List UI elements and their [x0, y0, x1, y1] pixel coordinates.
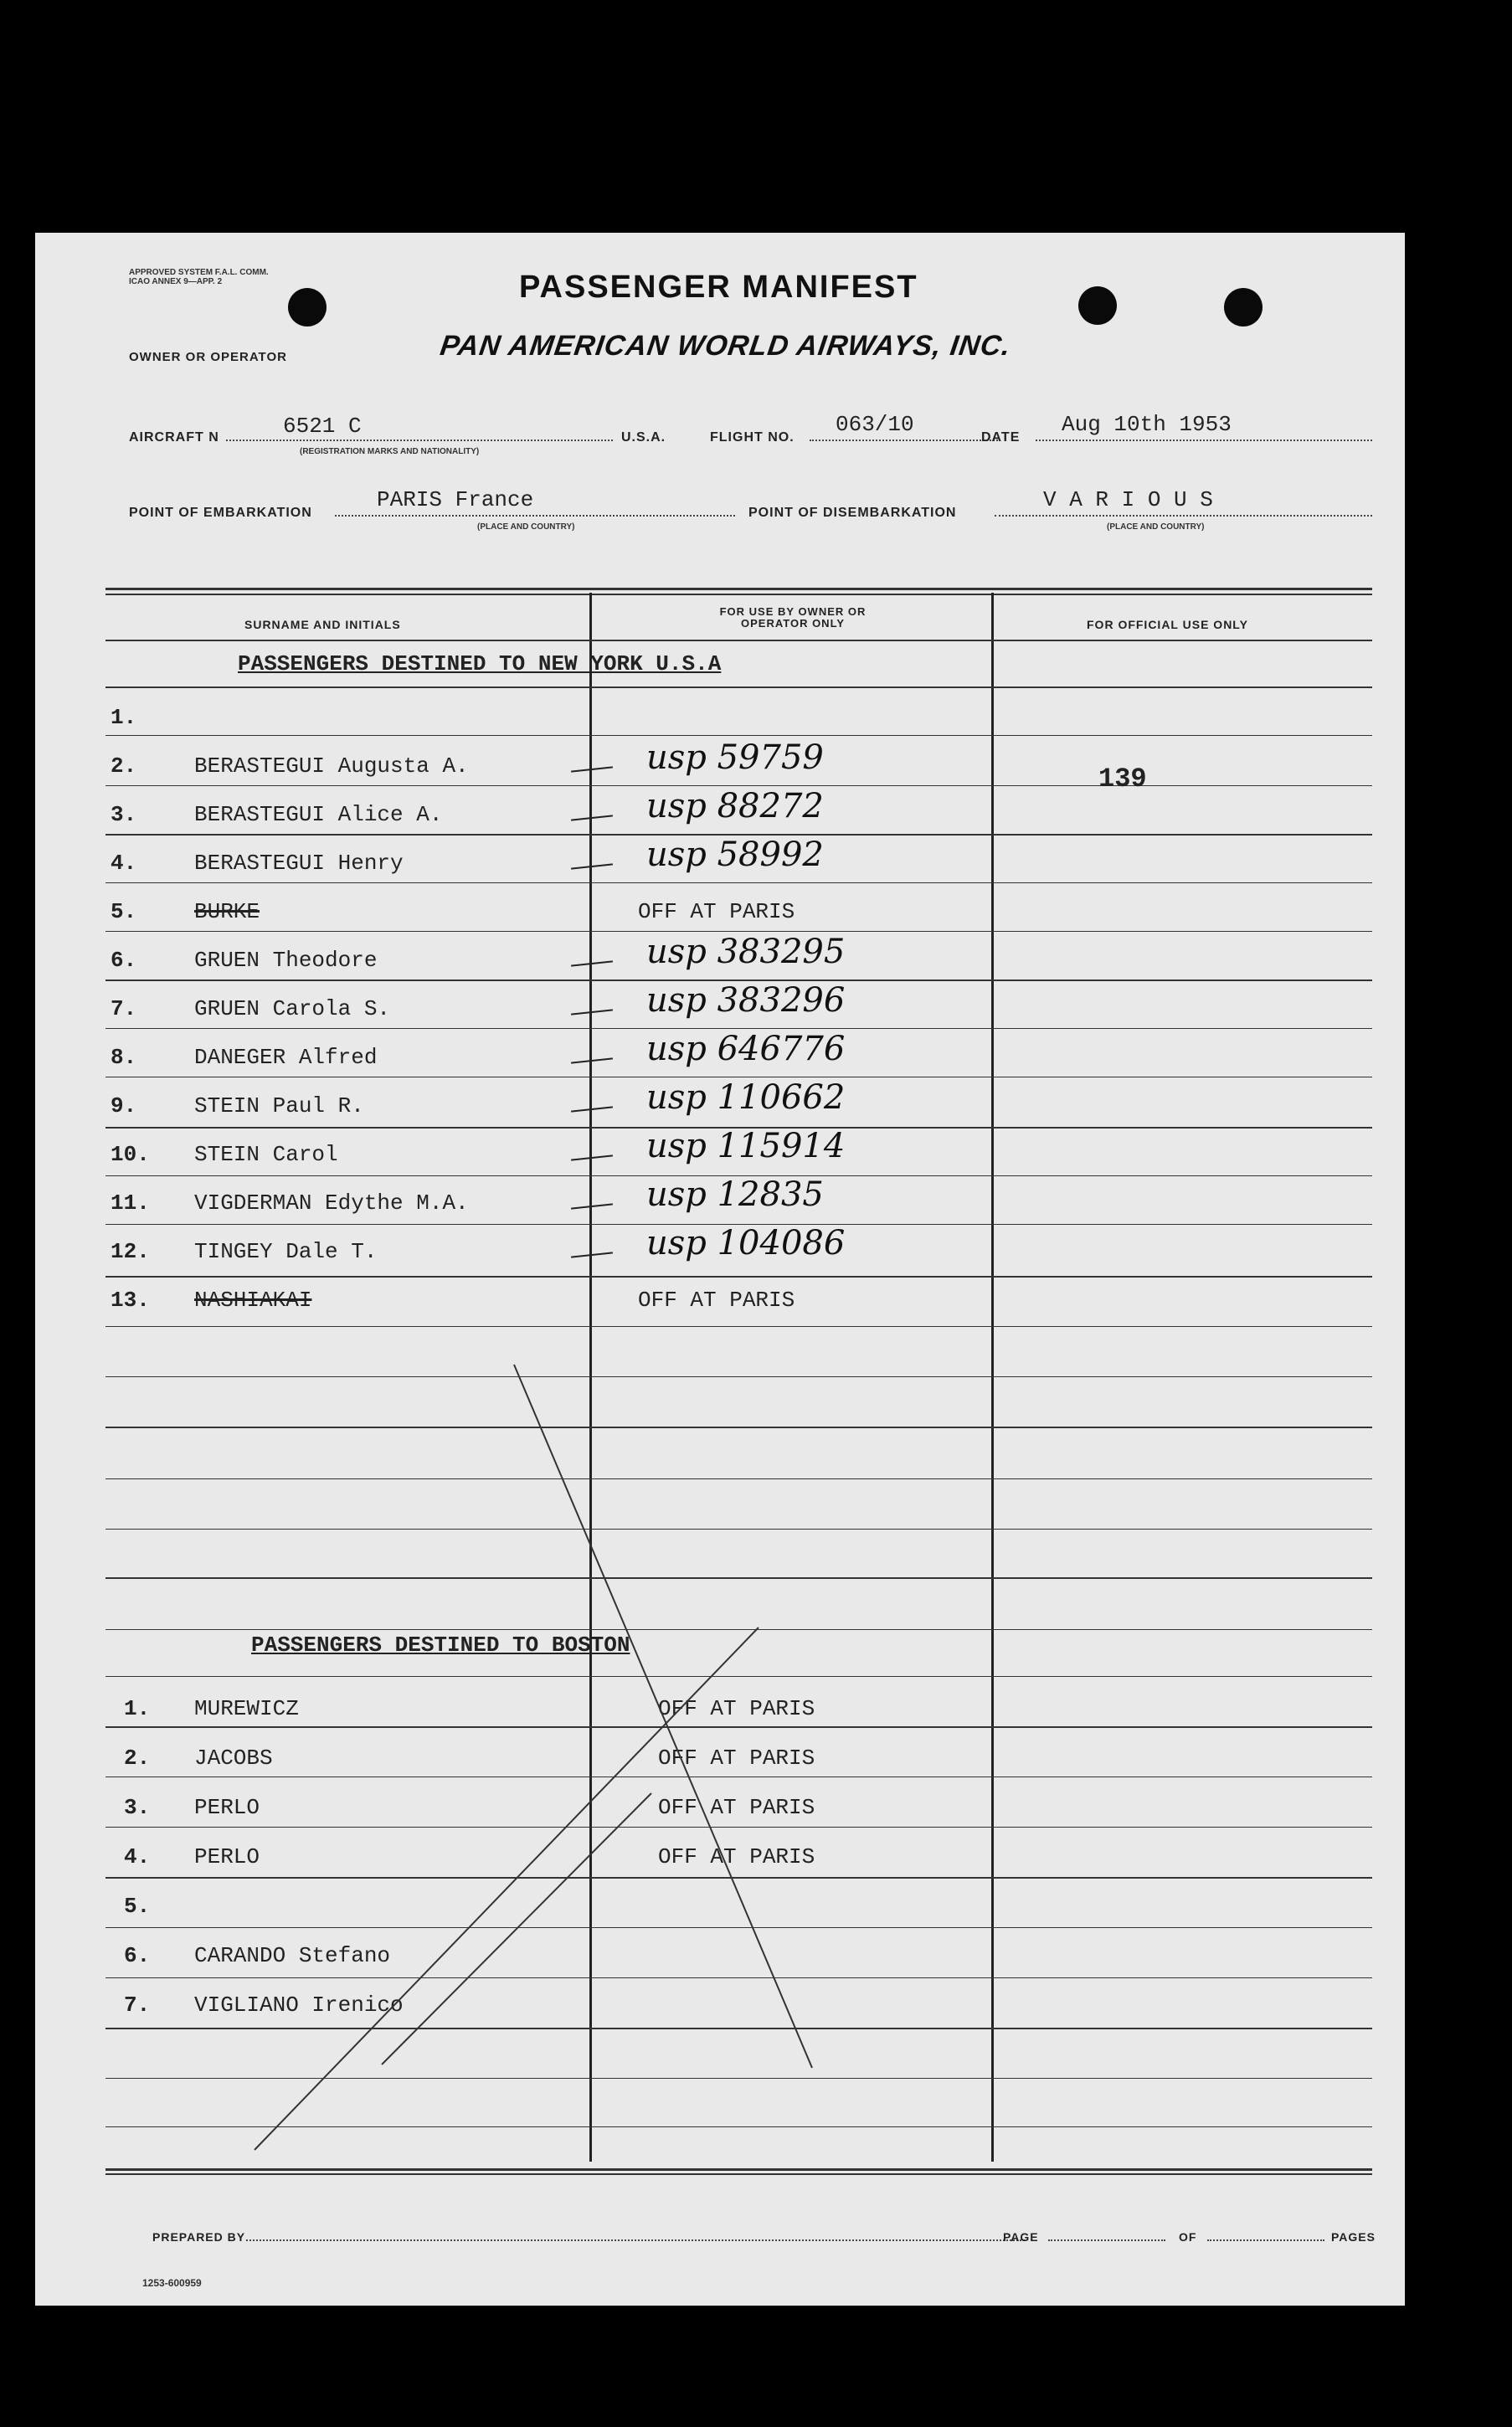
row-number: 12. [111, 1239, 150, 1264]
operator-note: OFF AT PARIS [658, 1696, 815, 1721]
row-number: 10. [111, 1142, 150, 1167]
operator-note: OFF AT PARIS [658, 1795, 815, 1820]
handwritten-passport-note: usp 115914 [646, 1127, 846, 1165]
flight-label: FLIGHT NO. [710, 430, 795, 445]
handwritten-passport-note: usp 646776 [646, 1030, 846, 1068]
row-number: 4. [111, 851, 137, 876]
approval-stamp: APPROVED SYSTEM F.A.L. COMM. ICAO ANNEX 9—APP. 2 [129, 268, 269, 286]
row-number: 5. [111, 899, 137, 924]
col-owner-header: FOR USE BY OWNER OR OPERATOR ONLY [719, 605, 867, 630]
place-caption: (PLACE AND COUNTRY) [1107, 522, 1205, 532]
of-label: OF [1179, 2230, 1197, 2244]
row-number: 8. [111, 1045, 137, 1070]
row-number: 6. [124, 1943, 151, 1968]
operator-note: OFF AT PARIS [658, 1746, 815, 1771]
passenger-name: BERASTEGUI Henry [194, 851, 404, 876]
date-value: Aug 10th 1953 [1062, 412, 1232, 437]
usa-label: U.S.A. [621, 430, 666, 445]
col-official-header: FOR OFFICIAL USE ONLY [1087, 618, 1248, 631]
passenger-name: BERASTEGUI Alice A. [194, 802, 443, 827]
passenger-name: VIGLIANO Irenico [194, 1993, 404, 2018]
row-number: 2. [111, 753, 137, 779]
handwritten-passport-note: usp 59759 [646, 738, 824, 777]
passenger-name: MUREWICZ [194, 1696, 299, 1721]
handwritten-passport-note: usp 383295 [646, 933, 846, 971]
handwritten-passport-note: usp 104086 [646, 1224, 846, 1262]
operator-note: OFF AT PARIS [658, 1844, 815, 1869]
passenger-name: JACOBS [194, 1746, 273, 1771]
page-label: PAGE [1003, 2230, 1039, 2244]
passenger-name: DANEGER Alfred [194, 1045, 378, 1070]
disembark-label: POINT OF DISEMBARKATION [748, 506, 957, 520]
prepared-label: PREPARED BY [152, 2230, 246, 2244]
row-number: 5. [124, 1894, 151, 1919]
row-number: 2. [124, 1746, 151, 1771]
pages-label: PAGES [1331, 2230, 1376, 2244]
col-surname-header: SURNAME AND INITIALS [244, 618, 401, 631]
handwritten-passport-note: usp 58992 [646, 836, 824, 874]
passenger-name: GRUEN Carola S. [194, 996, 391, 1021]
handwritten-passport-note: usp 383296 [646, 981, 846, 1020]
page-title: PASSENGER MANIFEST [519, 270, 918, 305]
passenger-name: PERLO [194, 1844, 260, 1869]
row-number: 1. [111, 705, 137, 730]
row-number: 7. [124, 1993, 151, 2018]
airline-name: PAN AMERICAN WORLD AIRWAYS, INC. [438, 330, 1013, 362]
flight-value: 063/10 [836, 412, 914, 437]
passenger-name: STEIN Carol [194, 1142, 338, 1167]
section-heading-new-york: PASSENGERS DESTINED TO NEW YORK U.S.A [238, 651, 722, 676]
handwritten-passport-note: usp 88272 [646, 787, 824, 825]
date-label: DATE [981, 430, 1021, 445]
row-number: 3. [124, 1795, 151, 1820]
operator-note: OFF AT PARIS [638, 1288, 795, 1313]
place-caption: (PLACE AND COUNTRY) [477, 522, 575, 532]
section-heading-boston: PASSENGERS DESTINED TO BOSTON [251, 1633, 630, 1658]
passenger-name: NASHIAKAI [194, 1288, 312, 1313]
embark-value: PARIS France [377, 487, 534, 512]
row-number: 11. [111, 1190, 150, 1216]
aircraft-value: 6521 C [283, 414, 362, 439]
cancel-strokes [35, 233, 1405, 2306]
row-number: 6. [111, 948, 137, 973]
passenger-name: PERLO [194, 1795, 260, 1820]
row-number: 3. [111, 802, 137, 827]
row-number: 1. [124, 1696, 151, 1721]
manifest-sheet [35, 233, 1405, 2306]
registration-caption: (REGISTRATION MARKS AND NATIONALITY) [300, 447, 480, 456]
passenger-name: TINGEY Dale T. [194, 1239, 378, 1264]
row-number: 4. [124, 1844, 151, 1869]
official-mark: 139 [1098, 764, 1147, 794]
handwritten-passport-note: usp 110662 [646, 1078, 846, 1117]
row-number: 7. [111, 996, 137, 1021]
owner-label: OWNER OR OPERATOR [129, 350, 287, 364]
passenger-name: CARANDO Stefano [194, 1943, 391, 1968]
operator-note: OFF AT PARIS [638, 899, 795, 924]
passenger-name: BURKE [194, 899, 260, 924]
row-number: 13. [111, 1288, 150, 1313]
disembark-value: V A R I O U S [1043, 487, 1213, 512]
handwritten-passport-note: usp 12835 [646, 1175, 824, 1214]
embark-label: POINT OF EMBARKATION [129, 506, 312, 520]
aircraft-label: AIRCRAFT N [129, 430, 219, 445]
passenger-name: STEIN Paul R. [194, 1093, 364, 1118]
passenger-name: GRUEN Theodore [194, 948, 378, 973]
form-number: 1253-600959 [142, 2277, 202, 2289]
row-number: 9. [111, 1093, 137, 1118]
passenger-name: VIGDERMAN Edythe M.A. [194, 1190, 469, 1216]
passenger-name: BERASTEGUI Augusta A. [194, 753, 469, 779]
